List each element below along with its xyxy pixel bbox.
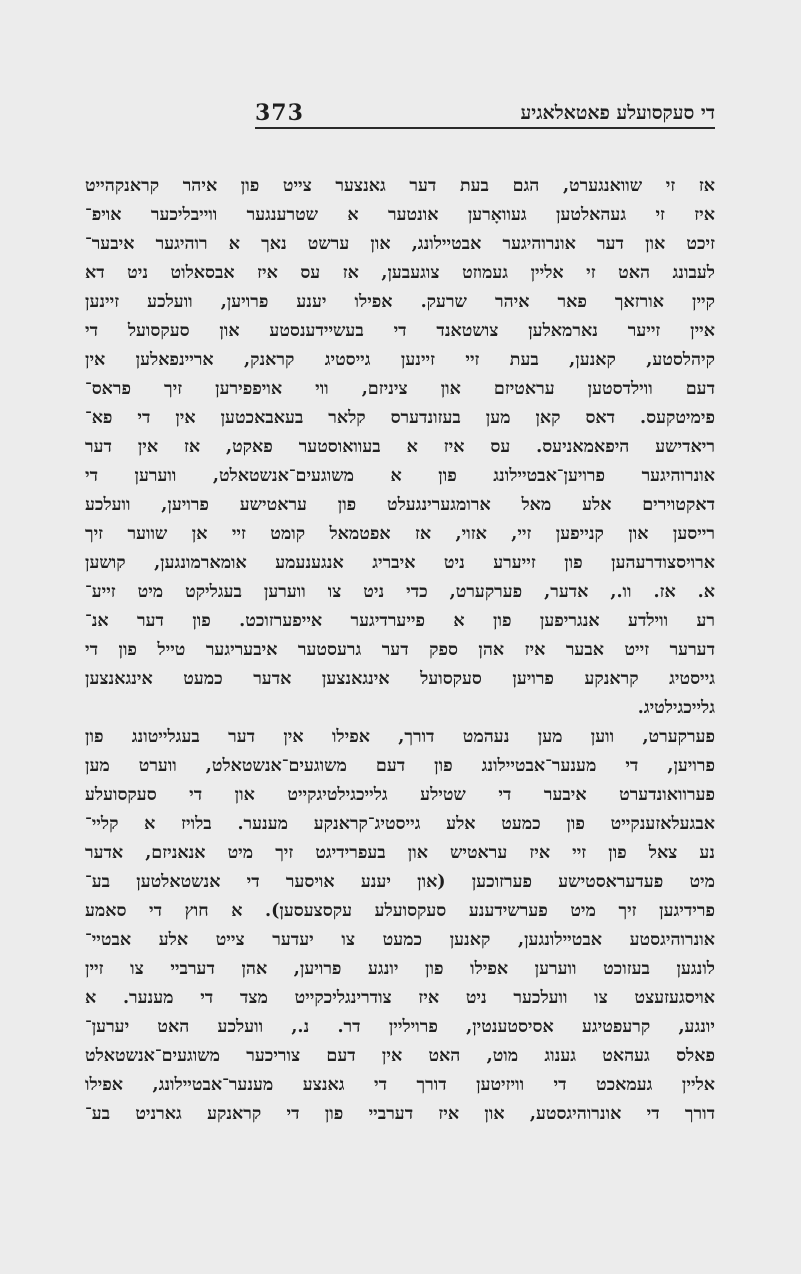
paragraph-2 [85,723,715,1129]
text-line: ריאדישע היפאמאניעס. עס איז א בעוואוסטער פאקט, אז אין דער [85,437,715,457]
text-line: רע ווילדע אנגריפען פון א פייערדיגער אייפערזוכט. פון דער אנ־ [85,611,715,631]
text-line: פערקערט, ווען מען נעהמט דורך, אפילו אין דער בעגלייטונג פון [85,727,715,747]
text-line: לונגען בעזוכט ווערען אפילו פון יונגע פרויען, אהן דערביי צו זיין [85,959,715,979]
text-line: גייסטיג קראנקע פרויען סעקסועל אינגאנצען אדער כמעט אינגאנצען [85,669,715,689]
text-line: זיכט און דער אונרוהיגער אבטיילונג, און ערשט נאך א רוהיגער איבער־ [85,234,715,254]
header-rule [255,127,715,129]
text-line: לעבונג האט זי אליין געמוזט צוגעבען, אז עס איז אבסאלוט ניט דא [85,263,715,283]
text-line: פרידיגען זיך מיט פערשידענע סעקסועלע עקסצעסען). א חוץ די סאמע [85,901,715,921]
text-line: גלייכגילטיג. [637,698,715,718]
text-line: פאלס געהאט גענוג מוט, האט אין דעם צוריכער משוגעים־אנשטאלט [85,1046,715,1066]
text-line: אונרוהיגסטע אבטיילונגען, קאנען כמעט צו יעדער צייט אלע אבטיי־ [85,930,715,950]
paragraph-1 [85,172,715,723]
text-line: אויסגעזעצט צו וועלכער ניט איז צודרינגליכקייט מצד די מענער. א [85,988,715,1008]
text-line: יונגע, קרעפטיגע אסיסטענטין, פרויליין דר. נ., וועלכע האט יערען־ [85,1017,715,1037]
text-line: איין זייער נארמאלען צושטאנד די בעשיידענסטע און סעקסועל די [85,321,715,341]
page-number: 373 [255,100,304,126]
text-line: דעם ווילדסטען עראטיזם און ציניזם, ווי אויפפירען זיך פראס־ [85,379,715,399]
text-line: דערער זייט אבער איז אהן ספק דער גרעסטער איבעריגער טייל פון די [85,640,715,660]
text-line: ארויסצודרעהען פון זייערע ניט איבריג אנגענעמע אומארמונגען, קושען [85,553,715,573]
text-line: אבגעלאזענקייט פון כמעט אלע גייסטיג־קראנקע מענער. בלויז א קליי־ [85,814,715,834]
text-line: אונרוהיגער פרויען־אבטיילונג פון א משוגעים־אנשטאלט, ווערען די [85,466,715,486]
text-line: נע צאל פון זיי איז עראטיש און בעפרידיגט זיך מיט אנאניזם, אדער [85,843,715,863]
text-line: דאקטוירים אלע מאל ארומגערינגעלט פון עראטישע פרויען, וועלכע [85,495,715,515]
text-line: דורך די אונרוהיגסטע, און איז דערביי פון די קראנקע גארניט בע־ [85,1104,715,1124]
text-line: רייסען און קנייפען זיי, אזוי, אז אפטמאל קומט זיי אן שווער זיך [85,524,715,544]
text-line: פערוואונדערט איבער די שטילע גלייכגילטיגקייט און די סעקסועלע [85,785,715,805]
text-line: קיין אורזאך פאר איהר שרעק. אפילו יענע פרויען, וועלכע זיינען [85,292,715,312]
text-line: אליין געמאכט די וויזיטען דורך די גאנצע מענער־אבטיילונג, אפילו [85,1075,715,1095]
text-line: איז זי געהאלטען געוואָרען אונטער א שטרענגער ווייבליכער אויפ־ [85,205,715,225]
running-title: די סעקסועלע פאטאלאגיע [520,102,715,124]
text-line: קיהלסטע, קאנען, בעת זיי זיינען גייסטיג קראנק, אריינפאלען אין [85,350,715,370]
text-line: פימיטקעס. דאס קאן מען בעזונדערס קלאר בעאבאכטען אין די פא־ [85,408,715,428]
running-head [255,98,715,128]
text-line: פרויען, די מענער־אבטיילונג פון דעם משוגעים־אנשטאלט, ווערט מען [85,756,715,776]
text-line: א. אז. וו., אדער, פערקערט, כדי ניט צו ווערען בעגליקט מיט זייע־ [85,582,715,602]
text-line: אז זי שוואנגערט, הגם בעת דער גאנצער צייט פון איהר קראנקהייט [85,176,715,196]
text-line: מיט פעדעראסטישע פערזוכען (און יענע אויסער די אנשטאלטען בע־ [85,872,715,892]
body-text [85,172,715,1129]
